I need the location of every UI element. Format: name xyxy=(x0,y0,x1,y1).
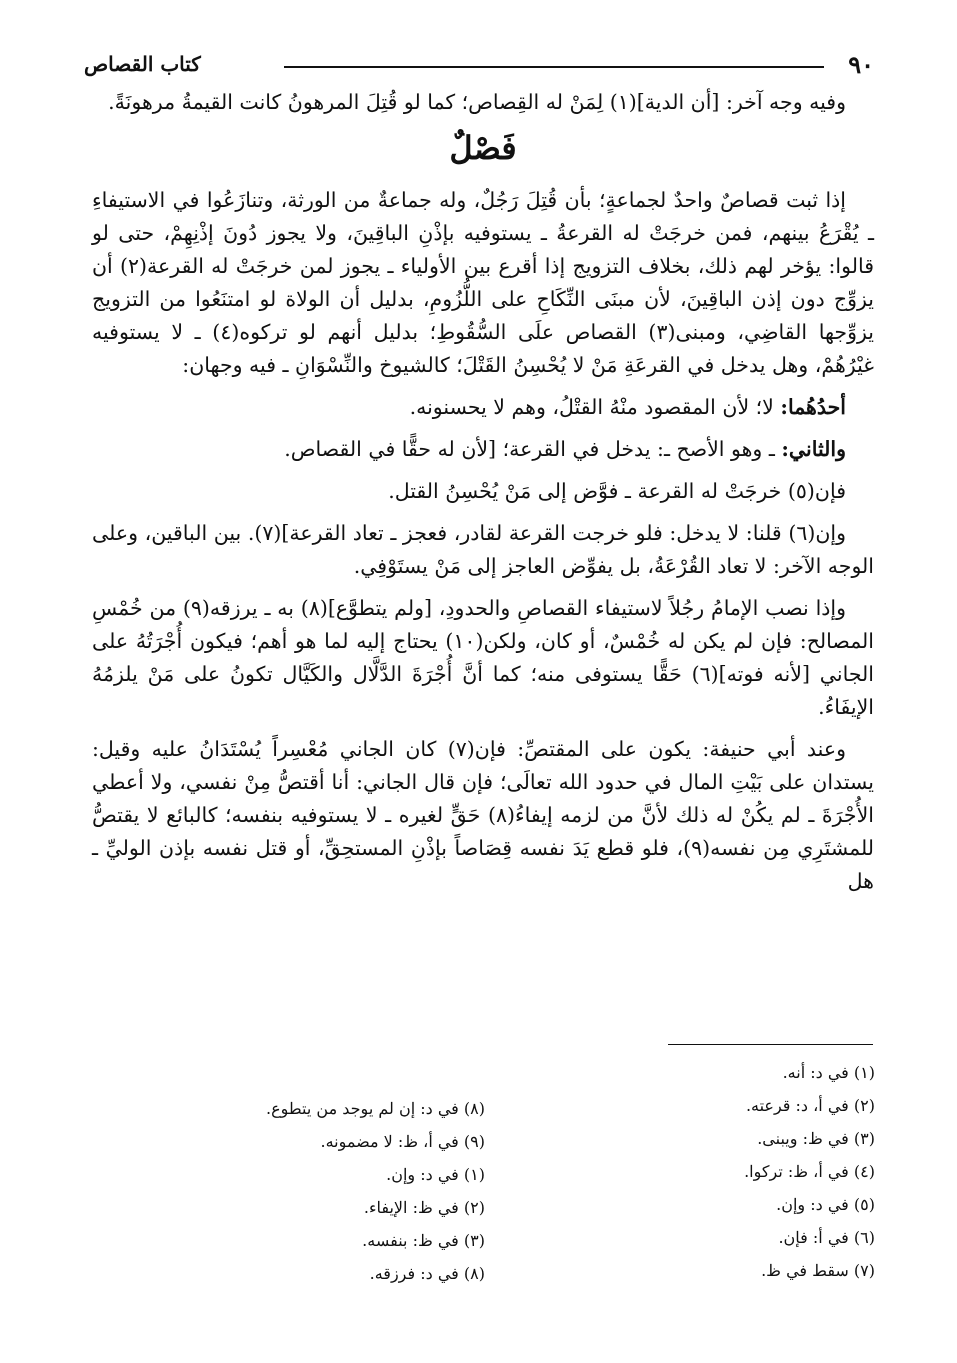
paragraph: فإن(٥) خرجَتْ له القرعة ـ فوَّض إلى مَنْ يُحْسِنُ القتل. xyxy=(388,479,846,503)
footnote: (٧) سقط في ظ. xyxy=(761,1261,875,1280)
footnote: (١) في د: أنه. xyxy=(782,1063,875,1082)
paragraph-text: ـ وهو الأصح ـ: يدخل في القرعة؛ [لأن له حقًّا في القصاص. xyxy=(284,437,782,461)
footnote: (٢) في ظ: الإيفاء. xyxy=(363,1198,485,1217)
paragraph-text: لا؛ لأن المقصود منْهُ القتْلُ، وهم لا يحسنونه. xyxy=(409,395,781,419)
paragraph: وإذا نصب الإمامُ رجُلاً لاستيفاء القصاصِ والحدودِ، [ولم يتطوَّع](٨) به ـ يرزقه(٩) من خُمْسِ المصالح: فإن لم يكن له خُمْسٌ، أو كان، ولكن(١٠) يحتاج إليه لما هو أهم؛ فيكون أُجْرَتُهُ على الجاني [لأنه فوته](٦) حَقًّا يستوفى منه؛ كما أنَّ أُجْرَةَ الدَّلَّال والكَيَّال تكونُ على مَنْ يلزمُهُ الإيفَاءُ. xyxy=(92,596,874,719)
footnote: (٢) في أ، د: قرعته. xyxy=(745,1096,875,1115)
paragraph: وعند أبي حنيفة: يكون على المقتصِّ: فإن(٧) كان الجاني مُعْسِراً يُسْتَدَانُ عليه وقيل: يستدان على بَيْتِ المال في حدود الله تعالَى؛ فإن قال الجاني: أنا أقتصُّ مِنْ نفسي، ولا أعطي الأُجْرَةَ ـ لم يكُنْ له ذلك لأنَّ من لزمه إيفاءُ(٨) حَقٍّ لغيره ـ لا يستوفيه بنفسه؛ كالبائع لا يقتصُّ للمشتَرِي مِن نفسه(٩)، فلو قطع يَدَ نفسه قِصَاصاً بإذْنِ المستحِقِّ، أو قتل نفسه بإذن الوليِّ ـ هل xyxy=(92,737,874,893)
footnote: (٣) في ظ: بنفسه. xyxy=(362,1231,485,1250)
footnote: (٨) في د: إن لم يوجد من يتطوع. xyxy=(266,1099,485,1118)
footnotes-right-column xyxy=(575,1060,875,1291)
paragraph xyxy=(92,433,874,466)
paragraph-lead: أحدُهُما: xyxy=(780,395,846,419)
footnote: (٣) في ظ: ويبنى. xyxy=(757,1129,875,1148)
paragraph: وفيه وجه آخر: [أن الدية](١) لِمَنْ له القِصاص؛ كما لو قُتِلَ المرهونُ كانت القيمةُ مرهونَةً. xyxy=(108,90,846,114)
footnote: (٤) في أ، ظ: تركوا. xyxy=(744,1162,875,1181)
footnote: (٥) في د: وإن. xyxy=(776,1195,875,1214)
footnote: (٦) في أ: فإن. xyxy=(778,1228,875,1247)
paragraph-lead: والثاني: xyxy=(781,437,846,461)
page-number: ٩٠ xyxy=(848,50,874,79)
footnote-rule xyxy=(668,1044,873,1045)
paragraph: وإن(٦) قلنا: لا يدخل: فلو خرجت القرعة لقادر، فعجز ـ تعاد القرعة](٧). بين الباقين، وعلى الوجه الآخر: لا تعاد القُرْعَةُ، بل يفوِّض العاجز إلى مَنْ يستَوْفِي. xyxy=(92,521,874,578)
header-rule xyxy=(284,66,824,68)
body-text xyxy=(92,86,874,907)
paragraph xyxy=(92,391,874,424)
footnote: (١) في د: وإن. xyxy=(386,1165,485,1184)
running-title: كتاب القصاص xyxy=(84,52,201,76)
footnote: (٩) في أ، ظ: لا مضمونه. xyxy=(320,1132,485,1151)
paragraph: إذا ثبت قصاصٌ واحدٌ لجماعةٍ؛ بأن قُتِلَ رَجُلٌ، وله جماعةٌ من الورثة، وتنازَعُوا في الاستيفاءِ ـ يُقْرَعُ بينهم، فمن خرجَتْ له القرعةُ ـ يستوفيه بإذْنِ الباقِينَ، ولا يجوز دُونَ إذْنِهِمْ، حتى لو قالوا: يؤخر لهم ذلك، بخلاف التزويج إذا أقرع بين الأولياء ـ يجوز لمن خرجَتْ له القرعة(٢) أن يزوِّج دون إذن الباقِينَ، لأن مبنَى النِّكَاحِ على اللُّزُومِ، بدليل أن الولاة لو امتنَعُوا من التزويج يزوِّجها القاضِي، ومبنى(٣) القصاص علَى السُّقُوطِ؛ بدليل أنهم لو تركوه(٤) ـ لا يستوفيه غيْرُهُمْ، وهل يدخل في القرعَةِ مَنْ لا يُحْسِنُ القَتْلَ؛ كالشيوخ والنِّسْوَانِ ـ فيه وجهان: xyxy=(92,188,874,377)
footnotes-left-column xyxy=(185,1096,485,1294)
footnotes xyxy=(90,1060,875,1300)
section-heading: فَصْلٌ xyxy=(449,129,517,167)
footnote: (٨) في د: فرزقه. xyxy=(369,1264,485,1283)
page-header xyxy=(84,52,874,82)
